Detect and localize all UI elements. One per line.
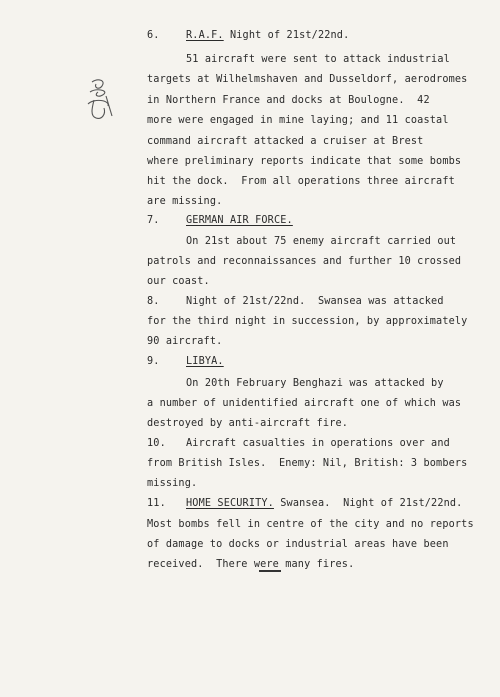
item-6-line-8: are missing. — [147, 196, 223, 207]
item-11-line-3: of damage to docks or industrial areas have been — [147, 539, 449, 550]
item-11-heading-line — [186, 498, 462, 510]
item-6-line-5: command aircraft attacked a cruiser at Brest — [147, 136, 424, 147]
item-7-line-3: our coast. — [147, 276, 210, 287]
item-6-heading-suffix: Night of 21st/22nd. — [223, 30, 350, 41]
item-10-line-3: missing. — [147, 478, 198, 489]
item-6-line-7: hit the dock. From all operations three aircraft — [147, 176, 455, 187]
item-11-number: 11. — [147, 498, 166, 509]
item-6-line-6: where preliminary reports indicate that some bombs — [147, 156, 462, 167]
item-8-line-3: 90 aircraft. — [147, 336, 223, 347]
item-7-line-2: patrols and reconnaissances and further 10 crossed — [147, 256, 462, 267]
item-6-line-1: 51 aircraft were sent to attack industrial — [186, 54, 450, 65]
item-6-heading: R.A.F. — [186, 30, 224, 41]
item-6-heading-line — [186, 30, 349, 42]
item-11-line-4: received. There were many fires. — [147, 559, 355, 570]
item-9-line-3: destroyed by anti-aircraft fire. — [147, 418, 349, 429]
item-6-line-2: targets at Wilhelmshaven and Dusseldorf, aerodromes — [147, 74, 468, 85]
end-rule — [259, 570, 281, 572]
item-6-line-4: more were engaged in mine laying; and 11 coastal — [147, 115, 449, 126]
item-10-first-line: Aircraft casualties in operations over and — [186, 438, 450, 449]
item-6-line-3: in Northern France and docks at Boulogne. 42 — [147, 95, 430, 106]
item-6-number: 6. — [147, 30, 160, 41]
item-11-heading-suffix: Swansea. Night of 21st/22nd. — [273, 498, 463, 509]
item-7-line-1: On 21st about 75 enemy aircraft carried out — [186, 236, 457, 247]
handwritten-margin-mark-icon — [84, 76, 120, 122]
item-7-number: 7. — [147, 215, 160, 226]
item-10-line-2: from British Isles. Enemy: Nil, British: 3 bombers — [147, 458, 468, 469]
item-11-line-2: Most bombs fell in centre of the city and no reports — [147, 519, 474, 530]
item-9-number: 9. — [147, 356, 160, 367]
item-9-heading: LIBYA. — [186, 356, 224, 367]
item-8-number: 8. — [147, 296, 160, 307]
item-10-number: 10. — [147, 438, 166, 449]
item-9-line-2: a number of unidentified aircraft one of which was — [147, 398, 462, 409]
item-8-line-2: for the third night in succession, by approximately — [147, 316, 468, 327]
item-11-heading: HOME SECURITY. — [186, 498, 274, 509]
item-7-heading: GERMAN AIR FORCE. — [186, 215, 293, 226]
item-8-first-line: Night of 21st/22nd. Swansea was attacked — [186, 296, 444, 307]
item-9-line-1: On 20th February Benghazi was attacked by — [186, 378, 444, 389]
